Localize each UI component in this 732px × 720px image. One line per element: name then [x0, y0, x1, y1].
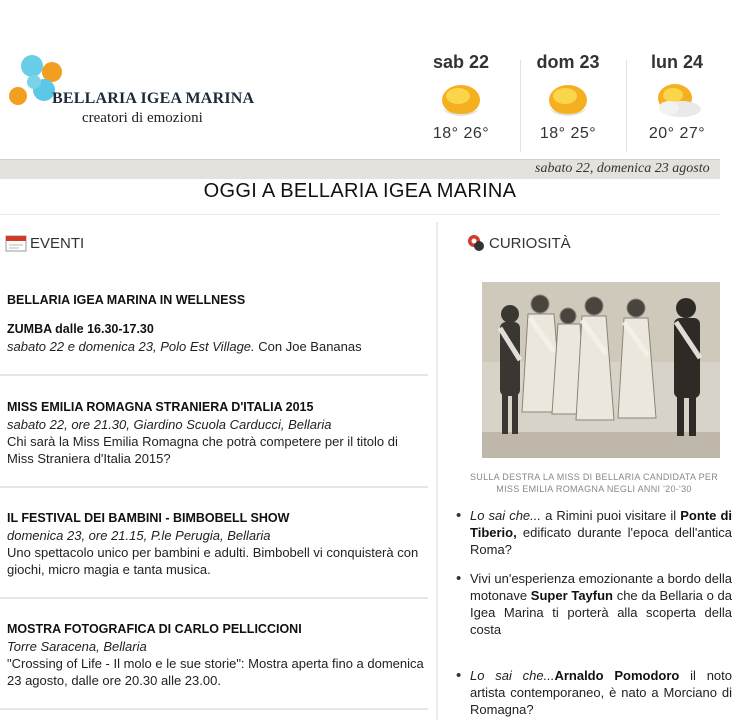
curiosity-icon — [466, 234, 486, 252]
curiosity-lead: Lo sai che... — [470, 668, 555, 683]
curiosity-item[interactable] — [470, 507, 732, 558]
forecast-day-label: sab 22 — [432, 52, 490, 72]
event-item[interactable] — [7, 292, 425, 355]
event-title[interactable]: MOSTRA FOTOGRAFICA DI CARLO PELLICCIONI — [7, 622, 302, 636]
forecast-day — [411, 52, 511, 143]
curiosity-text: Vivi un'esperienza emozionante a bordo della motonave — [470, 571, 732, 603]
curiosity-item[interactable] — [470, 570, 732, 638]
forecast-temps: 18° 26° — [432, 125, 490, 142]
forecast-day-label: dom 23 — [536, 52, 600, 72]
title-divider — [0, 214, 720, 215]
sun-icon — [542, 79, 594, 119]
event-item[interactable] — [7, 510, 425, 578]
brand-tagline: creatori di emozioni — [82, 110, 203, 126]
forecast-day — [518, 52, 618, 143]
curiosita-heading-label: CURIOSITÀ — [489, 234, 571, 252]
curiosity-highlight: Ponte di Tiberio, — [470, 508, 732, 540]
curiosity-highlight: Arnaldo Pomodoro — [554, 668, 680, 683]
event-separator — [0, 374, 428, 376]
event-description: Con Joe Bananas — [254, 339, 362, 354]
vintage-miss-photo[interactable] — [482, 282, 720, 458]
event-item[interactable] — [7, 399, 425, 467]
eventi-heading — [5, 232, 84, 254]
curiosity-text: che da Bellaria o da Igea Marina ti porterà alla scoperta della costa — [470, 588, 732, 637]
eventi-heading-label: EVENTI — [30, 234, 85, 252]
forecast-temps: 18° 25° — [539, 125, 597, 142]
curiosity-text: edificato durante l'epoca dell'antica Roma? — [470, 525, 732, 557]
sun-cloud-icon — [651, 79, 703, 119]
event-subtitle: ZUMBA dalle 16.30-17.30 — [7, 322, 154, 336]
event-meta: domenica 23, ore 21.15, P.le Perugia, Bellaria — [7, 528, 271, 543]
event-meta: Torre Saracena, Bellaria — [7, 639, 147, 654]
event-meta: sabato 22 e domenica 23, Polo Est Village. — [7, 339, 255, 354]
event-description: "Crossing of Life - Il molo e le sue storie": Mostra aperta fino a domenica 23 agosto, dalle ore 20.30 alle 23.00. — [7, 656, 424, 688]
date-strip-text: sabato 22, domenica 23 agosto — [535, 161, 710, 176]
calendar-icon — [5, 234, 27, 252]
event-item[interactable] — [7, 621, 425, 689]
curiosita-heading — [466, 232, 571, 254]
curiosity-item[interactable] — [470, 667, 732, 718]
header — [0, 0, 720, 160]
brand-name[interactable]: BELLARIA IGEA MARINA — [52, 90, 255, 107]
page-title: OGGI A BELLARIA IGEA MARINA — [203, 180, 517, 202]
sun-icon — [435, 79, 487, 119]
date-strip — [0, 159, 720, 179]
forecast-temps: 20° 27° — [648, 125, 706, 142]
eventi-column — [0, 222, 432, 720]
curiosity-lead: Lo sai che... — [470, 508, 541, 523]
curiosity-text: a Rimini puoi visitare il — [541, 508, 681, 523]
event-meta: sabato 22, ore 21.30, Giardino Scuola Carducci, Bellaria — [7, 417, 332, 432]
event-title[interactable]: BELLARIA IGEA MARINA IN WELLNESS — [7, 293, 246, 307]
curiosity-highlight: Super Tayfun — [530, 588, 613, 603]
event-description: Uno spettacolo unico per bambini e adulti. Bimbobell vi conquisterà con giochi, micro magia e tanta musica. — [7, 545, 419, 577]
event-separator — [0, 597, 428, 599]
curiosita-column — [440, 222, 732, 720]
forecast-day — [627, 52, 727, 143]
photo-caption: SULLA DESTRA LA MISS DI BELLARIA CANDIDATA PER MISS EMILIA ROMAGNA NEGLI ANNI '20-'30 — [469, 472, 719, 494]
event-title[interactable]: IL FESTIVAL DEI BAMBINI - BIMBOBELL SHOW — [7, 511, 290, 525]
event-separator — [0, 486, 428, 488]
event-title[interactable]: MISS EMILIA ROMAGNA STRANIERA D'ITALIA 2015 — [7, 400, 314, 414]
event-separator — [0, 708, 428, 710]
column-divider — [436, 222, 438, 720]
forecast-day-label: lun 24 — [650, 52, 703, 72]
curiosity-text: il noto artista contemporaneo, è nato a Morciano di Romagna? — [470, 668, 732, 717]
event-description: Chi sarà la Miss Emilia Romagna che potrà competere per il titolo di Miss Straniera d'Italia 2015? — [7, 434, 398, 466]
